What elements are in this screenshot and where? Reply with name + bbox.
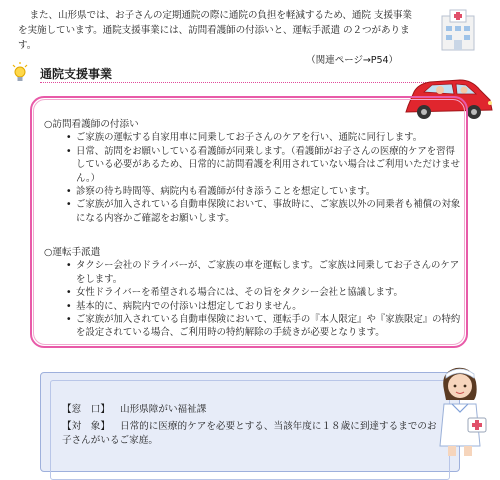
- contact-window-label: 【窓 口】: [62, 404, 110, 415]
- list-item: • ご家族が加入されている自動車保険において、運転手の『本人限定』や『家族限定』の特約を設定されている場合、ご利用時の特約解除の手続きが必要となります。: [66, 313, 464, 340]
- intro-line-2: 支援事業を実施しています。通院支援事業には、訪問看護師の付添いと、運転手派遣: [18, 10, 412, 36]
- eligibility-row: [62, 420, 442, 448]
- contact-window-row: [62, 403, 442, 417]
- list-item: • 診察の待ち時間等、病院内も看護師が付き添うことを想定しています。: [66, 185, 464, 198]
- list-item: • 基本的に、病院内での付添いは想定しておりません。: [66, 300, 464, 313]
- eligibility-value: 日常的に医療的ケアを必要とする、当該年度に１８歳に到達するまでのお子さんがいるご家庭。: [62, 421, 437, 446]
- intro-line-1: また、山形県では、お子さんの定期通院の際に通院の負担を軽減するため、通院: [29, 10, 371, 21]
- list-item: • ご家族の運転する自家用車に同乗してお子さんのケアを行い、通院に同行します。: [66, 131, 464, 144]
- lightbulb-icon: [12, 62, 28, 84]
- list-item: • タクシー会社のドライバーが、ご家族の車を運転します。ご家族は同乗してお子さんのケアをします。: [66, 259, 464, 286]
- list-item: • 日常、訪問をお願いしている看護師が同乗します。（看護師がお子さんの医療的ケアを習得している必要があるため、日常的に訪問看護を利用されていない場合はご利用いただけません。）: [66, 145, 464, 185]
- contact-window-value: 山形県障がい福祉課: [120, 404, 207, 415]
- nurse-illustration-icon: [430, 360, 492, 457]
- intro-paragraph: [18, 8, 420, 68]
- driver-item-list: [44, 259, 464, 339]
- driver-section-title: ○運転手派遣: [44, 247, 101, 258]
- driver-dispatch-section: [44, 246, 464, 340]
- eligibility-label: 【対 象】: [62, 421, 110, 432]
- nurse-item-list: [44, 131, 464, 225]
- hospital-icon: [440, 8, 476, 52]
- nurse-section-title: ○訪問看護師の付添い: [44, 119, 139, 130]
- nurse-accompaniment-section: [44, 118, 464, 225]
- intro-line-3: の２つがあります。: [18, 25, 410, 51]
- list-item: • 女性ドライバーを希望される場合には、その旨をタクシー会社と協議します。: [66, 286, 464, 299]
- list-item: • ご家族が加入されている自動車保険において、事故時に、ご家族以外の同乗者も補償の対象になる内容かご確認をお願いします。: [66, 198, 464, 225]
- section-heading: 通院支援事業: [40, 67, 113, 81]
- related-page-reference: （関連ページ→P54）: [306, 55, 398, 66]
- heading-underline: [40, 82, 430, 83]
